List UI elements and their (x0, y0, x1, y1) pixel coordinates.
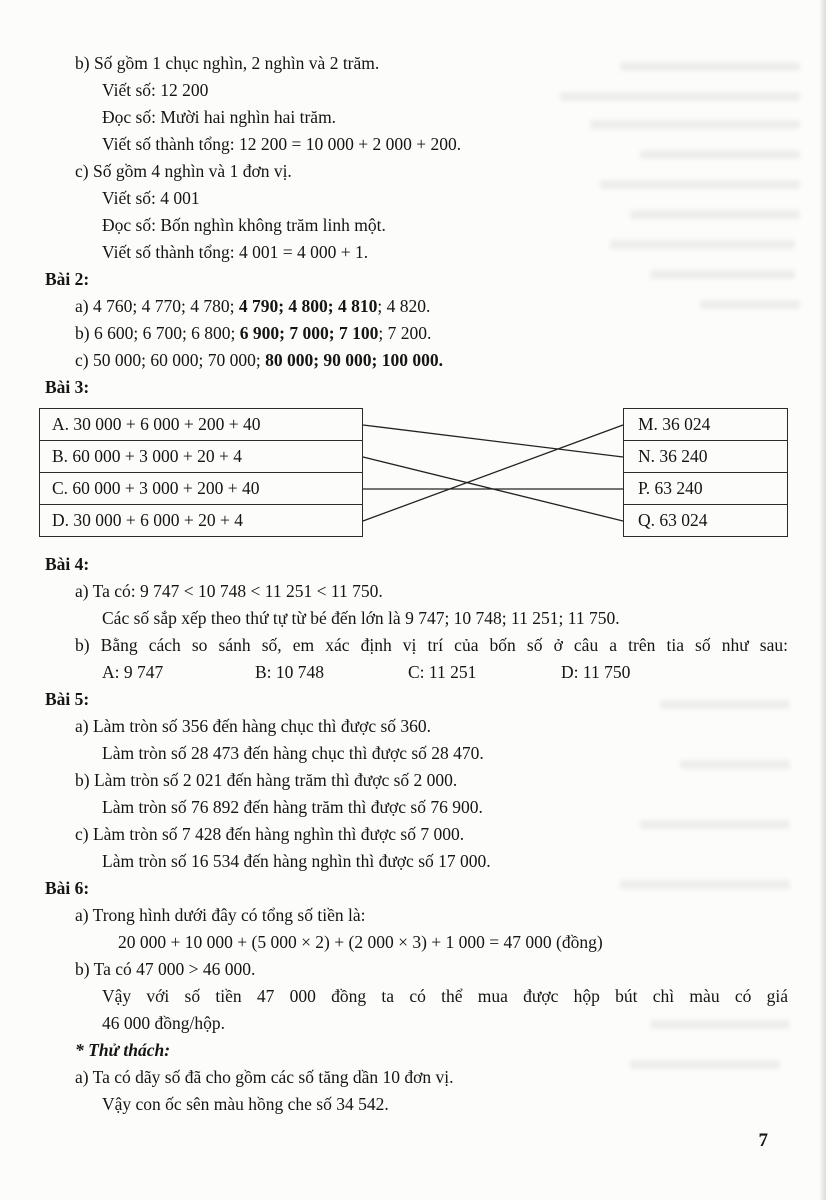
exercise-5-heading: Bài 5: (45, 689, 90, 709)
match-left-column (39, 408, 363, 537)
exercise-2-heading: Bài 2: (45, 269, 90, 289)
text-line: b) Ta có 47 000 > 46 000. (75, 959, 256, 979)
text-line: Đọc số: Mười hai nghìn hai trăm. (102, 107, 337, 127)
text-line: c) Làm tròn số 7 428 đến hàng nghìn thì được số 7 000. (75, 824, 465, 844)
text-line: b) Làm tròn số 2 021 đến hàng trăm thì được số 2 000. (75, 770, 458, 790)
match-right-box: N. 36 240 (623, 440, 788, 473)
match-right-box: M. 36 024 (623, 408, 788, 441)
text-line: Vậy con ốc sên màu hồng che số 34 542. (102, 1094, 389, 1114)
page-content (45, 50, 788, 1118)
text-line: Làm tròn số 76 892 đến hàng trăm thì được số 76 900. (102, 797, 483, 817)
text-segment: ; 4 820. (377, 296, 431, 316)
text-line: Vậy với số tiền 47 000 đồng ta có thể mua được hộp bút chì màu có giá (102, 986, 788, 1006)
text-line: Các số sắp xếp theo thứ tự từ bé đến lớn là 9 747; 10 748; 11 251; 11 750. (102, 608, 620, 628)
match-right-box: P. 63 240 (623, 472, 788, 505)
text-segment: ; 7 200. (378, 323, 432, 343)
text-line: 20 000 + 10 000 + (5 000 × 2) + (2 000 × 3) + 1 000 = 47 000 (đồng) (118, 932, 603, 952)
match-left-box: B. 60 000 + 3 000 + 20 + 4 (39, 440, 363, 473)
text-line: 46 000 đồng/hộp. (102, 1013, 225, 1033)
match-right-column (623, 408, 788, 537)
page-number: 7 (758, 1130, 768, 1151)
text-line (45, 320, 788, 347)
text-line: b) Số gồm 1 chục nghìn, 2 nghìn và 2 trăm. (75, 53, 380, 73)
text-line: Làm tròn số 16 534 đến hàng nghìn thì được số 17 000. (102, 851, 491, 871)
text-line (45, 293, 788, 320)
point-label: A: 9 747 (102, 662, 164, 682)
matching-diagram (45, 408, 788, 542)
point-label: B: 10 748 (255, 662, 325, 682)
exercise-3-heading: Bài 3: (45, 377, 90, 397)
match-left-box: D. 30 000 + 6 000 + 20 + 4 (39, 504, 363, 537)
text-segment: a) 4 760; 4 770; 4 780; (75, 296, 239, 316)
text-segment: c) 50 000; 60 000; 70 000; (75, 350, 266, 370)
answer-segment: 4 790; 4 800; 4 810 (238, 296, 378, 316)
text-line: a) Làm tròn số 356 đến hàng chục thì được số 360. (75, 716, 432, 736)
text-line: b) Bằng cách so sánh số, em xác định vị trí của bốn số ở câu a trên tia số như sau: (75, 635, 788, 655)
text-line: Viết số: 12 200 (102, 80, 209, 100)
text-segment: b) 6 600; 6 700; 6 800; (75, 323, 240, 343)
number-line-points (45, 659, 788, 686)
point-label: D: 11 750 (561, 662, 631, 682)
text-line: Viết số thành tổng: 12 200 = 10 000 + 2 000 + 200. (102, 134, 462, 154)
text-line: Đọc số: Bốn nghìn không trăm linh một. (102, 215, 386, 235)
answer-segment: 6 900; 7 000; 7 100 (239, 323, 379, 343)
exercise-6-heading: Bài 6: (45, 878, 90, 898)
text-line: Làm tròn số 28 473 đến hàng chục thì được số 28 470. (102, 743, 484, 763)
text-line (45, 347, 788, 374)
point-label: C: 11 251 (408, 662, 477, 682)
answer-segment: 80 000; 90 000; 100 000. (265, 350, 443, 370)
text-line: Viết số thành tổng: 4 001 = 4 000 + 1. (102, 242, 369, 262)
text-line: a) Ta có: 9 747 < 10 748 < 11 251 < 11 750. (75, 581, 383, 601)
text-line: a) Trong hình dưới đây có tổng số tiền là: (75, 905, 366, 925)
challenge-heading: * Thử thách: (75, 1040, 171, 1060)
text-line: c) Số gồm 4 nghìn và 1 đơn vị. (75, 161, 292, 181)
exercise-4-heading: Bài 4: (45, 554, 90, 574)
match-left-box: A. 30 000 + 6 000 + 200 + 40 (39, 408, 363, 441)
match-right-box: Q. 63 024 (623, 504, 788, 537)
text-line: a) Ta có dãy số đã cho gồm các số tăng dần 10 đơn vị. (75, 1067, 454, 1087)
scan-edge-shadow (819, 0, 826, 1200)
text-line: Viết số: 4 001 (102, 188, 200, 208)
match-left-box: C. 60 000 + 3 000 + 200 + 40 (39, 472, 363, 505)
